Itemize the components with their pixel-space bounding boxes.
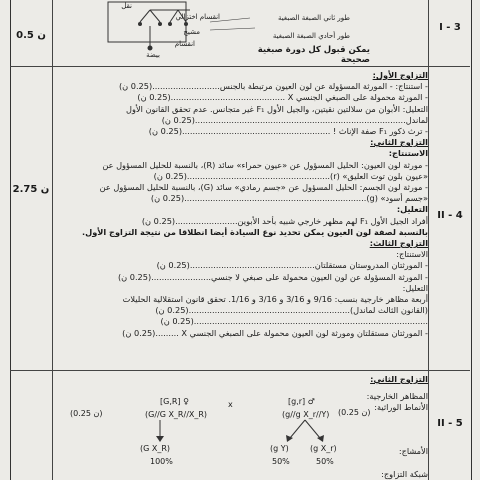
gametes-label: الأمشاج: (398, 445, 428, 456)
subheading: الاستنتاج: (396, 249, 428, 260)
figure-label-haploid: طور أحادي الصبغة الصبغية (272, 32, 350, 40)
answer-line: (القانون الثالث لماندل)..............................................................(0.25 ن) (155, 305, 428, 316)
answer-line: - مورثة لون الجسم: الحليل المسؤول عن «جسم رمادي» سائد (G)، بالنسبة للحليل المسؤول عن (99, 182, 428, 193)
question-mark: 2.75 ن (12, 184, 50, 195)
column-divider-numbers (428, 0, 429, 480)
male-gamete-1: (g Y) (270, 444, 289, 453)
answer-line: - ترث ذكور F₁ صفة الإناث ! .........................................................(0.25 ن) (148, 126, 428, 137)
diagram-label-division: انقسام (174, 40, 195, 48)
question-number: II - 5 (437, 418, 463, 429)
answer-line: ..........................................................................................(0.25 ن) (160, 316, 428, 327)
section-heading: التزاوج الأول: (372, 70, 428, 80)
diagram-label-transport: نقل (121, 2, 132, 10)
answer-line: - المورثتان المدروستان مستقلتان................................................(0.25 ن) (156, 260, 428, 271)
figure-caption: يمكن قبول كل دورة صبغية صحيحة (257, 45, 370, 65)
answer-line: - مورثة لون العيون: الحليل المسؤول عن «عيون حمراء» سائد (R)، بالنسبة للحليل المسؤول عن (102, 159, 428, 170)
answer-line: - المورثة المسؤولة عن لون العيون محمولة على صبغي لا جنسي.......................(0.25 ن) (117, 271, 428, 282)
section-heading: التزاوج الثاني: (370, 374, 428, 384)
female-phenotype: [G,R] ♀ (160, 397, 189, 406)
male-genotype: (g//g X_r//Y) (282, 410, 330, 419)
answer-line: «جسم أسود» (g)......................................................................(0.25 ن) (150, 193, 428, 204)
diagram-label-meiosis: انقسام اختزالي (175, 13, 220, 21)
male-gamete-1-percent: 50% (272, 457, 290, 466)
row-divider-2 (10, 370, 470, 371)
diagram-label-zygote: بيضة (146, 51, 160, 59)
diagram-label-gamete: مشيج (183, 28, 200, 36)
answer-line: أفراد الجيل الأول F₁ لهم مظهر خارجي شبيه بأحد الأبوين........................(0.25 ن) (141, 215, 428, 226)
question-number: I - 3 (439, 22, 461, 33)
punnett-label: شبكة التزاوج: (381, 468, 428, 479)
subheading: الاستنتاج: (388, 148, 428, 159)
note-line: بالنسبة لصفة لون العيون يمكن تحديد نوع السيادة أيضا انطلاقا من نتيجة التزاوج الأول. (82, 226, 428, 237)
female-gamete: (G X_R) (140, 444, 171, 453)
answer-line: - المورثة محمولة على الصبغي الجنسي X ............................................(0.25 ن) (137, 92, 428, 103)
points-b: (0.25 ن) (338, 408, 371, 417)
answer-line: لماندل.................................................................................(0.25 ن) (161, 114, 428, 125)
points-a: (0.25 ن) (70, 409, 103, 418)
subheading: التعليل: (396, 204, 428, 215)
answer-line: - المورثتان مستقلتان ومورثة لون العيون محمولة على الصبغي الجنسي X .........(0.25 ن) (122, 327, 428, 338)
female-gamete-percent: 100% (150, 457, 173, 466)
answer-line: «عيون بلون توت العليق» (r).......................................................(0.25 ن) (153, 170, 428, 181)
male-gamete-2: (g X_r) (310, 444, 337, 453)
question-number: II - 4 (437, 210, 463, 221)
answer-line: التعليل: الأبوان من سلالتين نقيتين، والجيل الأول F₁ غير متجانس. عدم تحقق القانون الأول (126, 103, 428, 114)
figure-label-diploid: طور ثاني الصبغة الصبغية (278, 14, 350, 22)
row-divider-1 (10, 66, 470, 67)
female-genotype: (G//G X_R//X_R) (145, 410, 208, 419)
phenotype-label: المظاهر الخارجية: (366, 391, 428, 402)
answer-line: أربعة مظاهر خارجية بنسب: 9/16 و 3/16 و 3/16 و 1/16. تحقق قانون استقلالية الحليلات (122, 294, 428, 305)
section-heading: التزاوج الثالث: (369, 238, 428, 249)
section-heading: التزاوج الثاني: (370, 137, 428, 148)
cross-symbol: x (228, 400, 233, 409)
answer-line: - استنتاج: - المورثة المسؤولة عن لون العيون مرتبطة بالجنس..........................(0.25 ن) (118, 81, 428, 92)
question-mark: 0.5 ن (16, 30, 46, 41)
answer-content (52, 70, 428, 339)
subheading: التعليل: (402, 282, 428, 293)
male-phenotype: [g,r] ♂ (288, 397, 315, 406)
genotype-label: الأنماط الوراثية: (374, 402, 428, 413)
male-gamete-2-percent: 50% (316, 457, 334, 466)
